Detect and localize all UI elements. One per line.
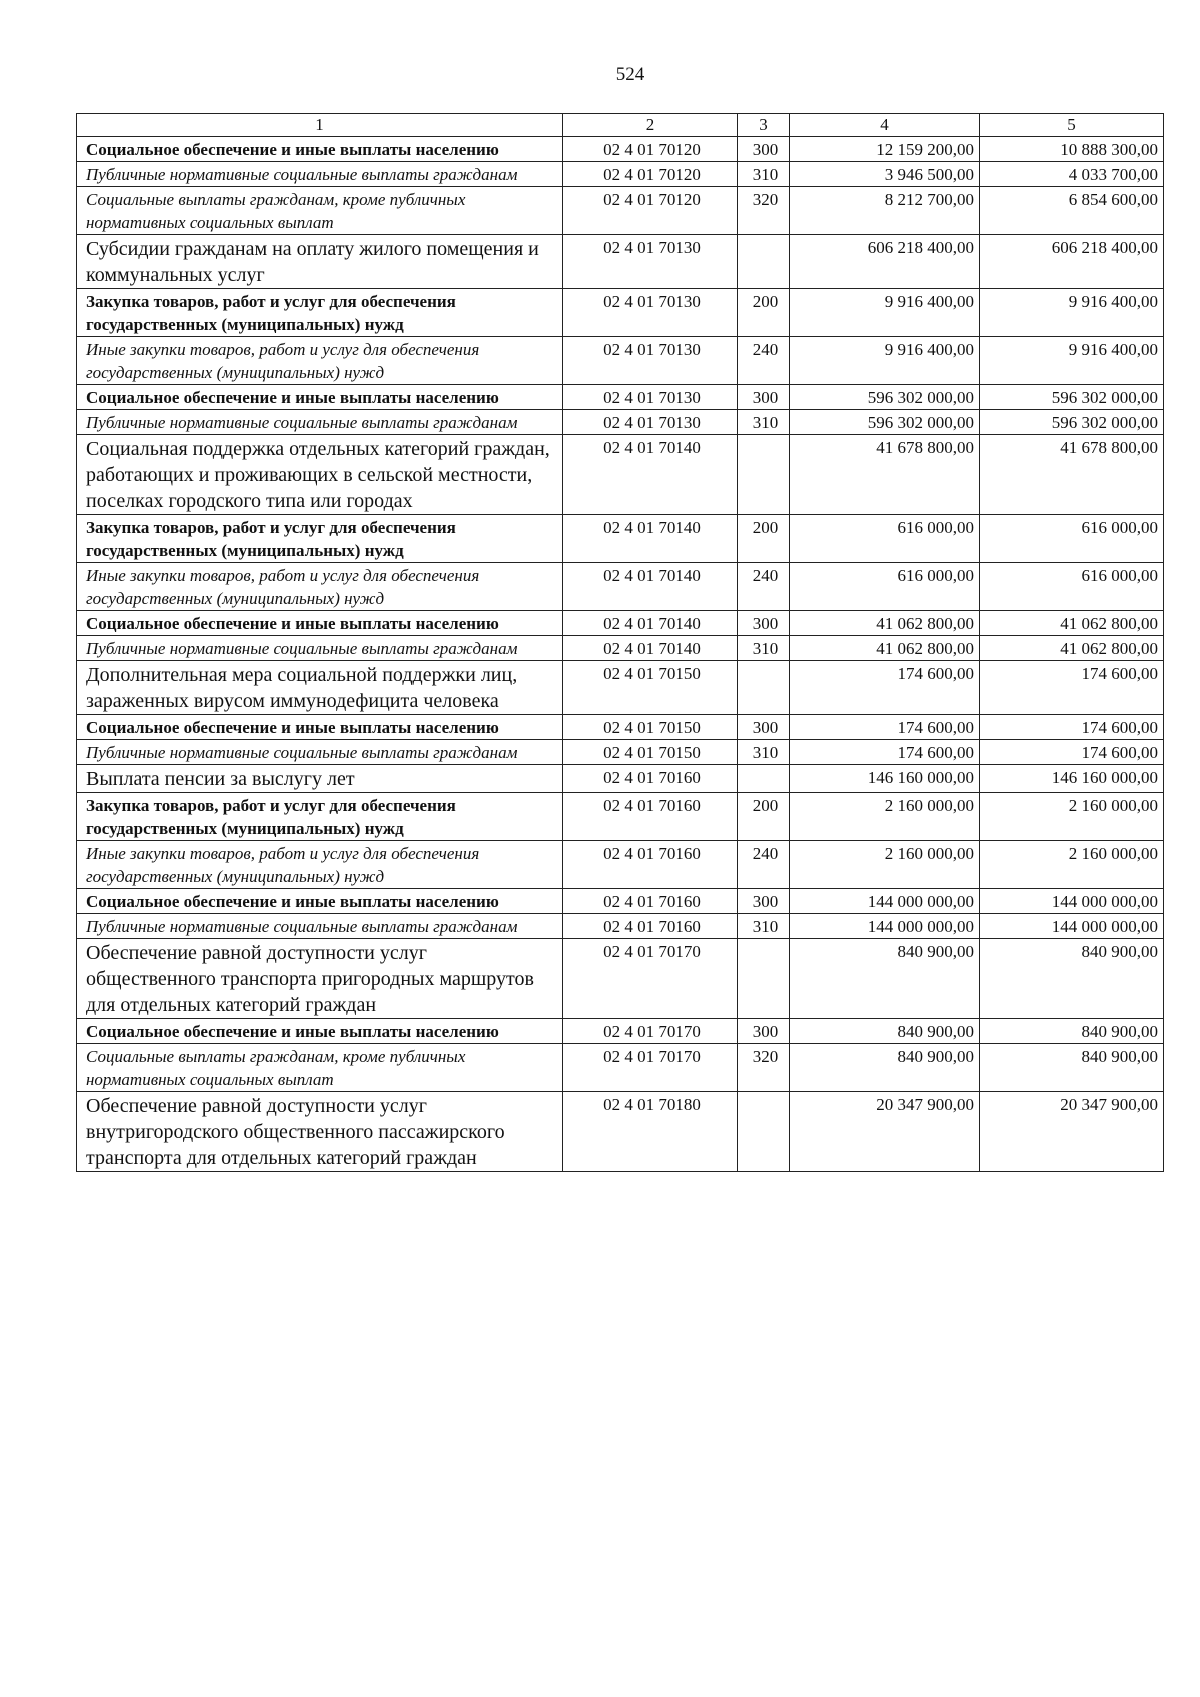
row-code-cell: 02 4 01 70130 [563, 235, 738, 289]
row-sum-2-cell: 2 160 000,00 [980, 841, 1164, 889]
row-code-cell: 02 4 01 70150 [563, 740, 738, 765]
row-sum-1-cell: 144 000 000,00 [790, 889, 980, 914]
row-code-cell: 02 4 01 70160 [563, 765, 738, 793]
row-sum-1-cell: 41 062 800,00 [790, 636, 980, 661]
row-sum-2-cell: 144 000 000,00 [980, 914, 1164, 939]
row-sum-1-cell: 616 000,00 [790, 563, 980, 611]
row-sum-2-cell: 146 160 000,00 [980, 765, 1164, 793]
row-code-cell: 02 4 01 70130 [563, 410, 738, 435]
row-name-cell: Выплата пенсии за выслугу лет [77, 765, 563, 793]
row-sum-2-cell: 9 916 400,00 [980, 337, 1164, 385]
row-name-cell: Обеспечение равной доступности услуг внутригородского общественного пассажирского транспорта для отдельных категорий граждан [77, 1092, 563, 1172]
row-kvr-cell: 200 [738, 515, 790, 563]
row-kvr-cell: 300 [738, 1019, 790, 1044]
row-kvr-cell [738, 1092, 790, 1172]
row-sum-2-cell: 144 000 000,00 [980, 889, 1164, 914]
table-row [77, 137, 1164, 162]
column-header-5: 5 [980, 114, 1164, 137]
row-sum-2-cell: 174 600,00 [980, 661, 1164, 715]
row-kvr-cell: 300 [738, 385, 790, 410]
row-kvr-cell: 300 [738, 137, 790, 162]
row-kvr-cell [738, 939, 790, 1019]
row-sum-2-cell: 616 000,00 [980, 563, 1164, 611]
table-header [77, 114, 1164, 137]
table-row [77, 1092, 1164, 1172]
row-sum-2-cell: 616 000,00 [980, 515, 1164, 563]
row-name-cell: Социальные выплаты гражданам, кроме публичных нормативных социальных выплат [77, 187, 563, 235]
table-row [77, 636, 1164, 661]
row-sum-1-cell: 41 062 800,00 [790, 611, 980, 636]
row-sum-1-cell: 146 160 000,00 [790, 765, 980, 793]
row-sum-1-cell: 41 678 800,00 [790, 435, 980, 515]
row-name-cell: Иные закупки товаров, работ и услуг для обеспечения государственных (муниципальных) нужд [77, 841, 563, 889]
row-sum-1-cell: 3 946 500,00 [790, 162, 980, 187]
page-number: 524 [615, 64, 645, 85]
row-name-cell: Социальное обеспечение и иные выплаты населению [77, 385, 563, 410]
row-sum-1-cell: 12 159 200,00 [790, 137, 980, 162]
row-sum-1-cell: 606 218 400,00 [790, 235, 980, 289]
row-name-cell: Публичные нормативные социальные выплаты гражданам [77, 162, 563, 187]
row-sum-1-cell: 144 000 000,00 [790, 914, 980, 939]
row-code-cell: 02 4 01 70160 [563, 793, 738, 841]
row-code-cell: 02 4 01 70140 [563, 636, 738, 661]
row-sum-2-cell: 840 900,00 [980, 1019, 1164, 1044]
row-name-cell: Социальное обеспечение и иные выплаты населению [77, 1019, 563, 1044]
row-sum-1-cell: 174 600,00 [790, 715, 980, 740]
row-name-cell: Закупка товаров, работ и услуг для обеспечения государственных (муниципальных) нужд [77, 289, 563, 337]
budget-table [76, 113, 1164, 1172]
row-kvr-cell: 200 [738, 793, 790, 841]
row-kvr-cell: 240 [738, 841, 790, 889]
row-kvr-cell [738, 765, 790, 793]
table-row [77, 1019, 1164, 1044]
row-kvr-cell: 300 [738, 611, 790, 636]
row-sum-2-cell: 41 062 800,00 [980, 611, 1164, 636]
row-sum-2-cell: 174 600,00 [980, 740, 1164, 765]
row-name-cell: Публичные нормативные социальные выплаты гражданам [77, 410, 563, 435]
row-sum-2-cell: 2 160 000,00 [980, 793, 1164, 841]
row-sum-2-cell: 9 916 400,00 [980, 289, 1164, 337]
row-code-cell: 02 4 01 70140 [563, 563, 738, 611]
row-sum-2-cell: 840 900,00 [980, 939, 1164, 1019]
table-row [77, 515, 1164, 563]
row-name-cell: Социальное обеспечение и иные выплаты населению [77, 611, 563, 636]
row-kvr-cell: 320 [738, 187, 790, 235]
row-code-cell: 02 4 01 70140 [563, 515, 738, 563]
row-name-cell: Иные закупки товаров, работ и услуг для обеспечения государственных (муниципальных) нужд [77, 563, 563, 611]
row-sum-1-cell: 8 212 700,00 [790, 187, 980, 235]
table-row [77, 410, 1164, 435]
row-code-cell: 02 4 01 70130 [563, 337, 738, 385]
row-sum-1-cell: 596 302 000,00 [790, 385, 980, 410]
row-name-cell: Дополнительная мера социальной поддержки лиц, зараженных вирусом иммунодефицита человека [77, 661, 563, 715]
row-code-cell: 02 4 01 70140 [563, 435, 738, 515]
row-sum-2-cell: 4 033 700,00 [980, 162, 1164, 187]
row-sum-1-cell: 2 160 000,00 [790, 841, 980, 889]
table-row [77, 841, 1164, 889]
row-name-cell: Публичные нормативные социальные выплаты гражданам [77, 740, 563, 765]
row-sum-1-cell: 9 916 400,00 [790, 337, 980, 385]
row-kvr-cell: 310 [738, 636, 790, 661]
row-code-cell: 02 4 01 70150 [563, 661, 738, 715]
table-row [77, 435, 1164, 515]
column-header-3: 3 [738, 114, 790, 137]
row-sum-1-cell: 174 600,00 [790, 740, 980, 765]
row-sum-1-cell: 2 160 000,00 [790, 793, 980, 841]
row-code-cell: 02 4 01 70150 [563, 715, 738, 740]
row-name-cell: Социальное обеспечение и иные выплаты населению [77, 137, 563, 162]
row-code-cell: 02 4 01 70120 [563, 162, 738, 187]
table-row [77, 385, 1164, 410]
row-code-cell: 02 4 01 70120 [563, 187, 738, 235]
table-row [77, 563, 1164, 611]
row-kvr-cell: 310 [738, 162, 790, 187]
row-sum-2-cell: 606 218 400,00 [980, 235, 1164, 289]
row-sum-2-cell: 840 900,00 [980, 1044, 1164, 1092]
row-kvr-cell: 300 [738, 889, 790, 914]
table-row [77, 889, 1164, 914]
row-code-cell: 02 4 01 70120 [563, 137, 738, 162]
row-code-cell: 02 4 01 70130 [563, 289, 738, 337]
row-code-cell: 02 4 01 70180 [563, 1092, 738, 1172]
row-sum-2-cell: 596 302 000,00 [980, 385, 1164, 410]
row-sum-1-cell: 596 302 000,00 [790, 410, 980, 435]
table-row [77, 289, 1164, 337]
row-code-cell: 02 4 01 70160 [563, 841, 738, 889]
row-sum-2-cell: 596 302 000,00 [980, 410, 1164, 435]
table-row [77, 765, 1164, 793]
row-kvr-cell: 310 [738, 740, 790, 765]
row-code-cell: 02 4 01 70160 [563, 914, 738, 939]
row-name-cell: Публичные нормативные социальные выплаты гражданам [77, 914, 563, 939]
row-kvr-cell: 310 [738, 914, 790, 939]
row-sum-2-cell: 20 347 900,00 [980, 1092, 1164, 1172]
row-kvr-cell: 240 [738, 337, 790, 385]
column-header-1: 1 [77, 114, 563, 137]
row-kvr-cell [738, 435, 790, 515]
row-sum-1-cell: 840 900,00 [790, 1044, 980, 1092]
row-kvr-cell: 320 [738, 1044, 790, 1092]
row-sum-2-cell: 6 854 600,00 [980, 187, 1164, 235]
row-sum-1-cell: 616 000,00 [790, 515, 980, 563]
row-sum-1-cell: 20 347 900,00 [790, 1092, 980, 1172]
table-row [77, 661, 1164, 715]
row-name-cell: Социальное обеспечение и иные выплаты населению [77, 889, 563, 914]
row-code-cell: 02 4 01 70140 [563, 611, 738, 636]
table-row [77, 793, 1164, 841]
table-row [77, 1044, 1164, 1092]
table-row [77, 235, 1164, 289]
row-sum-2-cell: 174 600,00 [980, 715, 1164, 740]
table-row [77, 187, 1164, 235]
row-sum-1-cell: 840 900,00 [790, 1019, 980, 1044]
table-row [77, 715, 1164, 740]
row-name-cell: Социальные выплаты гражданам, кроме публичных нормативных социальных выплат [77, 1044, 563, 1092]
row-name-cell: Субсидии гражданам на оплату жилого помещения и коммунальных услуг [77, 235, 563, 289]
row-code-cell: 02 4 01 70170 [563, 1019, 738, 1044]
row-kvr-cell: 310 [738, 410, 790, 435]
column-header-2: 2 [563, 114, 738, 137]
row-code-cell: 02 4 01 70160 [563, 889, 738, 914]
row-name-cell: Социальная поддержка отдельных категорий граждан, работающих и проживающих в сельской местности, поселках городского типа или городах [77, 435, 563, 515]
table-row [77, 740, 1164, 765]
table-body [77, 137, 1164, 1172]
row-kvr-cell: 240 [738, 563, 790, 611]
table-row [77, 162, 1164, 187]
column-header-4: 4 [790, 114, 980, 137]
table-row [77, 337, 1164, 385]
row-sum-2-cell: 41 678 800,00 [980, 435, 1164, 515]
row-sum-1-cell: 840 900,00 [790, 939, 980, 1019]
row-sum-1-cell: 174 600,00 [790, 661, 980, 715]
row-name-cell: Закупка товаров, работ и услуг для обеспечения государственных (муниципальных) нужд [77, 515, 563, 563]
row-name-cell: Обеспечение равной доступности услуг общественного транспорта пригородных маршрутов для отдельных категорий граждан [77, 939, 563, 1019]
table-row [77, 914, 1164, 939]
row-kvr-cell: 300 [738, 715, 790, 740]
row-code-cell: 02 4 01 70170 [563, 1044, 738, 1092]
row-name-cell: Иные закупки товаров, работ и услуг для обеспечения государственных (муниципальных) нужд [77, 337, 563, 385]
row-sum-2-cell: 41 062 800,00 [980, 636, 1164, 661]
row-code-cell: 02 4 01 70130 [563, 385, 738, 410]
row-sum-1-cell: 9 916 400,00 [790, 289, 980, 337]
row-kvr-cell: 200 [738, 289, 790, 337]
header-row [77, 114, 1164, 137]
row-kvr-cell [738, 235, 790, 289]
table-row [77, 611, 1164, 636]
row-sum-2-cell: 10 888 300,00 [980, 137, 1164, 162]
row-kvr-cell [738, 661, 790, 715]
row-name-cell: Закупка товаров, работ и услуг для обеспечения государственных (муниципальных) нужд [77, 793, 563, 841]
row-name-cell: Публичные нормативные социальные выплаты гражданам [77, 636, 563, 661]
row-code-cell: 02 4 01 70170 [563, 939, 738, 1019]
table-row [77, 939, 1164, 1019]
row-name-cell: Социальное обеспечение и иные выплаты населению [77, 715, 563, 740]
